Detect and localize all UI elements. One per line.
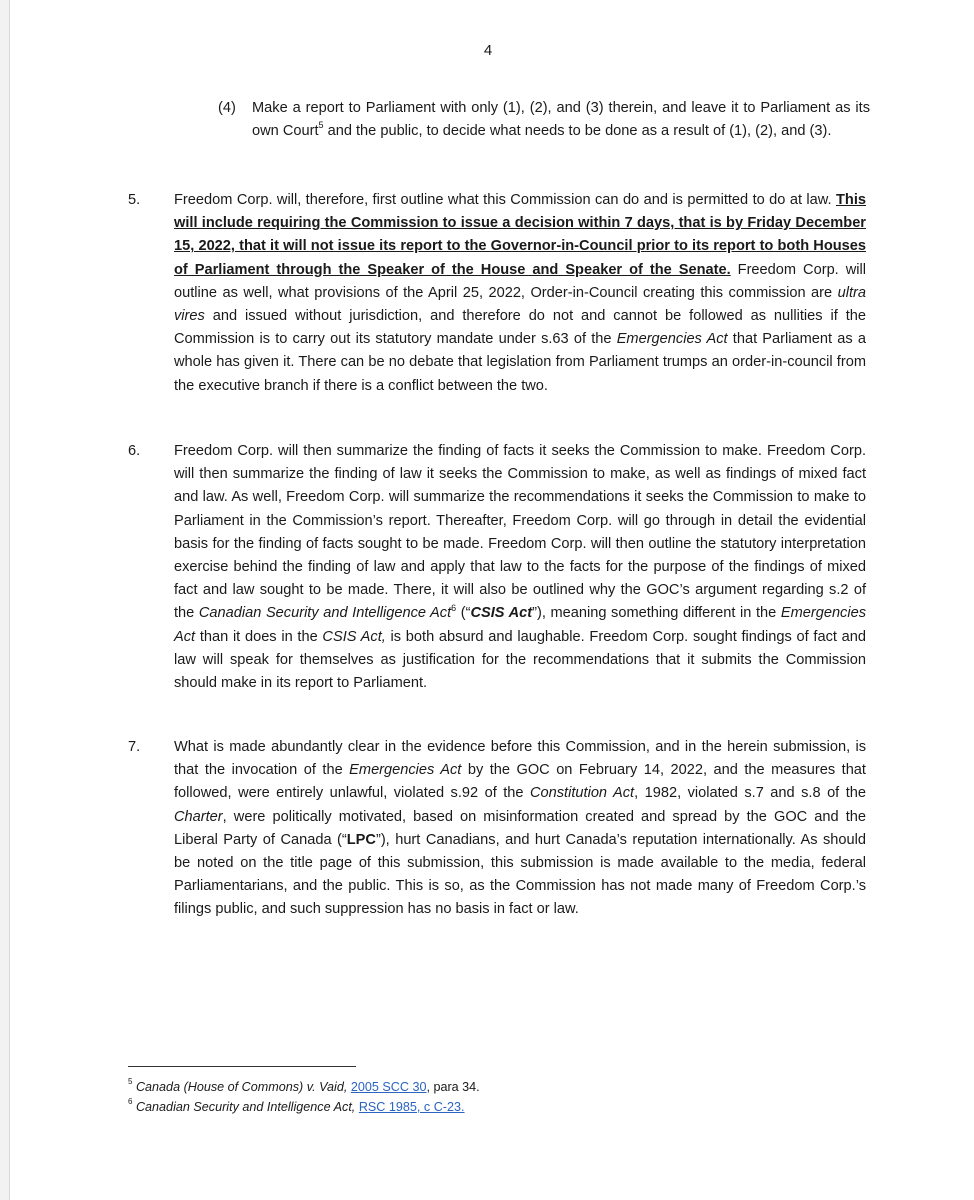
text-run: , were politically motivated, based on misinformation created and spread by the GOC and the Liberal Party of Canada (“ — [174, 808, 866, 848]
footnote-number: 6 — [128, 1096, 133, 1106]
text-run: and issued without jurisdiction, and therefore do not and cannot be followed as nullities if the Commission is to carry out its statutory mandate under s.63 of the — [174, 308, 866, 348]
sub-item-text-a: Make a report to Parliament with only (1), (2), and (3) therein, and leave it to Parliament as its own Court — [252, 100, 870, 140]
sub-item-number: (4) — [218, 100, 236, 116]
sub-item-text — [252, 97, 870, 143]
text-run: What is made abundantly clear in the evidence before this Commission, and in the herein submission, is that the invocation of the — [174, 739, 866, 779]
footnote-case-name: Canada (House of Commons) v. Vaid, — [135, 1080, 348, 1094]
footnote-ref-6: 6 — [451, 602, 457, 613]
text-run: (“ — [456, 605, 471, 622]
text-run: Freedom Corp. will then summarize the finding of facts it seeks the Commission to make. Freedom Corp. will then summarize the finding of law it seeks the Commission to make, as well as findings of mixed fact and law. As well, Freedom Corp. will summarize the recommendations it seeks the Commission to make to Parliament in the Commission’s report. Thereafter, Freedom Corp. will go through in detail the evidential basis for the finding of facts sought to be made. Freedom Corp. will then outline the statutory interpretation exercise behind the finding of law and apply that law to the facts for the purpose of the findings of mixed fact and law sought to be made. There, it will also be outlined why the GOC’s argument regarding s.2 of the — [174, 443, 866, 622]
footnote-5 — [128, 1078, 480, 1096]
paragraph-6 — [128, 440, 866, 695]
text-run: is both absurd and laughable. Freedom Corp. sought findings of fact and law will speak for themselves as justification for the recommendations that it submits the Commission should make in its report to Parliament. — [174, 628, 866, 692]
document-page — [9, 0, 974, 1200]
paragraph-5 — [128, 189, 866, 398]
defined-term: LPC — [346, 831, 376, 848]
paragraph-7 — [128, 736, 866, 922]
paragraph-number: 7. — [128, 739, 141, 755]
sub-item-text-b: and the public, to decide what needs to be done as a result of (1), (2), and (3). — [323, 123, 832, 140]
paragraph-text — [174, 736, 866, 922]
italic-term: Charter — [174, 808, 223, 825]
footnote-separator — [128, 1066, 356, 1067]
italic-term: Canadian Security and Intelligence Act — [198, 605, 452, 622]
footnote-citation-link[interactable]: 2005 SCC 30 — [350, 1080, 427, 1094]
italic-term: ultra vires — [174, 284, 866, 325]
footnote-citation-link[interactable]: RSC 1985, c C-23. — [358, 1100, 465, 1114]
italic-term: Emergencies Act — [174, 605, 867, 645]
paragraph-text — [174, 440, 866, 695]
text-run: ”), meaning something different in the — [532, 605, 781, 622]
footnote-tail: , para 34. — [426, 1080, 480, 1094]
page-number: 4 — [483, 42, 493, 59]
footnote-ref-5: 5 — [318, 120, 324, 131]
footnote-6 — [128, 1098, 465, 1116]
footnote-statute-name: Canadian Security and Intelligence Act, — [135, 1100, 356, 1114]
sub-item-4 — [210, 97, 870, 143]
italic-term: Emergencies Act — [616, 331, 728, 348]
defined-term: CSIS Act — [470, 605, 533, 622]
text-run: , 1982, violated s.7 and s.8 of the — [634, 785, 866, 802]
text-run: than it does in the — [195, 628, 323, 645]
italic-term: CSIS Act, — [322, 628, 386, 645]
text-run: by the GOC on February 14, 2022, and the measures that followed, were entirely unlawful, violated s.92 of the — [174, 762, 866, 802]
text-run: Freedom Corp. will, therefore, first outline what this Commission can do and is permitted to do at law. — [174, 192, 836, 208]
paragraph-number: 5. — [128, 192, 141, 208]
text-run: ”), hurt Canadians, and hurt Canada’s reputation internationally. As should be noted on the title page of this submission, this submission is made available to the media, federal Parliamentarians, and the public. This is so, as the Commission has not made many of Freedom Corp.’s filings public, and such suppression has no basis in fact or law. — [174, 831, 866, 918]
paragraph-number: 6. — [128, 443, 141, 459]
text-run: Freedom Corp. will outline as well, what provisions of the April 25, 2022, Order-in-Council creating this commission are — [174, 261, 866, 301]
italic-term: Emergencies Act — [349, 762, 462, 779]
footnote-number: 5 — [128, 1076, 133, 1086]
paragraph-text — [174, 189, 866, 398]
text-run: that Parliament as a whole has given it. There can be no debate that legislation from Parliament trumps an order-in-council from the executive branch if there is a conflict between the two. — [174, 331, 866, 394]
italic-term: Constitution Act — [529, 785, 635, 802]
emphasized-requirement: This will include requiring the Commission to issue a decision within 7 days, that is by Friday December 15, 2022, that it will not issue its report to the Governor-in-Council prior to its report to both Houses of Parliament through the Speaker of the House and Speaker of the Senate. — [174, 192, 866, 278]
